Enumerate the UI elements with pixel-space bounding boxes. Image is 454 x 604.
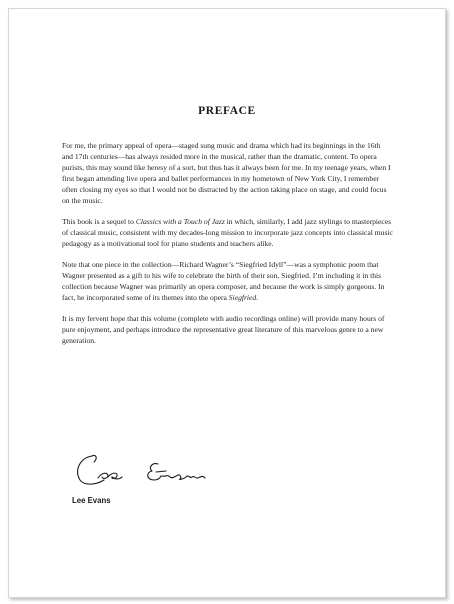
paragraph-3: Note that one piece in the collection—Richard Wagner’s “Siegfried Idyll”—was a symphonic poem that Wagner presented as a gift to his wife to celebrate the birth of their son, Siegfried. I’m including it in this collection because Wagner was primarily an opera composer, and because the work is simply gorgeous. In fact, he incorporated some of its themes into the opera Siegfried. [62, 260, 385, 302]
paragraph-4: It is my fervent hope that this volume (complete with audio recordings online) will provide many hours of pure enjoyment, and perhaps introduce the representative great literature of this marvelous genre to a new generation. [62, 314, 385, 345]
opera-title-italic: Siegfried. [228, 293, 259, 302]
page-title: PREFACE [198, 105, 256, 117]
author-name: Lee Evans [72, 496, 111, 505]
document-page [8, 8, 446, 598]
book-title-italic: Classics with a Touch of Jazz [135, 217, 225, 226]
paragraph-1: For me, the primary appeal of opera—staged sung music and drama which had its beginnings in the 16th and 17th centuries—has always resided more in the musical, rather than the dramatic, content. To opera purists, this may sound like heresy of a sort, but thus has it always been for me. In my teenage years, when I first began attending live opera and ballet performances in my hometown of New York City, I remember often closing my eyes so that I would not be distracted by the action taking place on stage, and could focus on the music. [62, 141, 391, 205]
paragraph-2: This book is a sequel to Classics with a Touch of Jazz in which, similarly, I add jazz stylings to masterpieces of classical music, consistent with my decades-long mission to incorporate jazz concepts into classical music pedagogy as a motivational tool for piano students and teachers alike. [62, 217, 393, 248]
preface-body [62, 140, 393, 356]
handwritten-signature [72, 450, 212, 490]
